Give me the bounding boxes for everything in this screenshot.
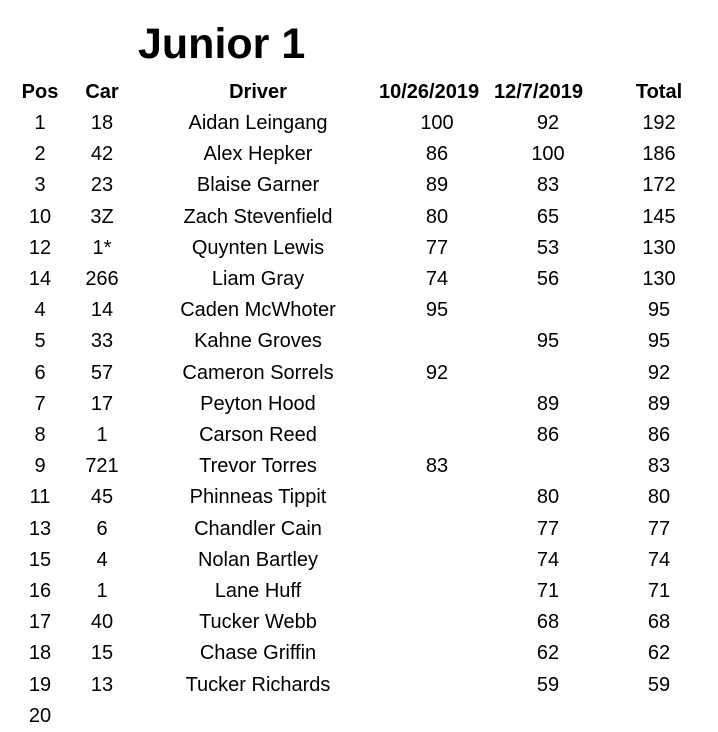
cell-driver: Phinneas Tippit [189,486,327,509]
cell-pos: 14 [28,268,52,290]
cell-total: 192 [642,112,676,134]
table-row [0,170,718,201]
table-row [0,576,718,607]
cell-date-2: 62 [536,642,560,665]
table-row [0,701,718,732]
cell-pos: 6 [34,361,46,384]
cell-pos: 3 [34,174,46,197]
cell-date-2: 59 [536,673,560,696]
cell-date-1: 100 [420,112,454,134]
cell-driver: Cameron Sorrels [182,361,334,384]
cell-pos: 13 [28,517,52,540]
cell-total: 95 [647,330,671,353]
cell-driver: Alex Hepker [203,143,313,166]
cell-date-1: 86 [425,143,449,166]
cell-date-2: 74 [536,548,560,571]
cell-car: 3Z [90,205,114,228]
header-car: Car [85,81,119,103]
header-pos: Pos [21,81,59,103]
cell-total: 86 [647,424,671,446]
cell-pos: 1 [34,112,46,134]
cell-car: 4 [96,548,108,571]
cell-pos: 2 [34,143,46,166]
table-row [0,389,718,420]
cell-car: 23 [90,174,114,197]
header-driver: Driver [229,81,287,103]
cell-total: 83 [647,455,671,478]
cell-date-2: 77 [536,517,560,540]
cell-total: 186 [642,143,676,166]
cell-pos: 8 [34,424,46,446]
cell-total: 145 [642,205,676,228]
header-total: Total [635,81,683,103]
cell-date-2: 95 [536,330,560,353]
cell-car: 266 [85,268,119,290]
table-row [0,202,718,233]
cell-total: 92 [647,361,671,384]
cell-date-2: 100 [531,143,565,166]
cell-driver: Tucker Webb [199,611,317,634]
cell-driver: Kahne Groves [194,330,322,353]
table-row [0,358,718,389]
cell-date-1: 74 [425,268,449,290]
cell-pos: 12 [28,236,52,259]
cell-date-1: 89 [425,174,449,197]
cell-total: 71 [647,580,671,602]
cell-car: 42 [90,143,114,166]
cell-total: 77 [647,517,671,540]
cell-date-2: 92 [536,112,560,134]
table-row [0,233,718,264]
cell-date-1: 80 [425,205,449,228]
cell-car: 18 [90,112,114,134]
cell-driver: Lane Huff [214,580,302,602]
cell-driver: Chase Griffin [199,642,317,665]
cell-pos: 20 [28,704,52,727]
header-row [0,77,718,108]
cell-pos: 5 [34,330,46,353]
cell-total: 80 [647,486,671,509]
cell-driver: Chandler Cain [194,517,322,540]
cell-driver: Liam Gray [211,268,305,290]
cell-pos: 9 [34,455,46,478]
table-row [0,514,718,545]
cell-date-2: 89 [536,392,560,415]
cell-date-2: 68 [536,611,560,634]
table-row [0,451,718,482]
cell-pos: 4 [34,299,46,322]
table-row [0,295,718,326]
table-row [0,638,718,669]
cell-driver: Nolan Bartley [197,548,319,571]
cell-total: 172 [642,174,676,197]
cell-driver: Trevor Torres [199,455,317,478]
cell-total: 130 [642,268,676,290]
cell-date-1: 83 [425,455,449,478]
cell-car: 40 [90,611,114,634]
cell-car: 57 [90,361,114,384]
cell-car: 1 [96,424,108,446]
cell-car: 721 [85,455,119,478]
cell-total: 59 [647,673,671,696]
table-row [0,326,718,357]
table-row [0,108,718,139]
cell-car: 14 [90,299,114,322]
cell-total: 62 [647,642,671,665]
cell-pos: 17 [28,611,52,634]
cell-driver: Peyton Hood [200,392,316,415]
cell-total: 74 [647,548,671,571]
table-row [0,545,718,576]
cell-car: 13 [90,673,114,696]
cell-pos: 15 [28,548,52,571]
cell-pos: 11 [29,486,51,509]
cell-car: 45 [90,486,114,509]
cell-date-1: 92 [425,361,449,384]
cell-car: 15 [90,642,114,665]
cell-pos: 16 [28,580,52,602]
cell-car: 33 [90,330,114,353]
cell-driver: Carson Reed [199,424,317,446]
cell-date-1: 77 [425,236,449,259]
cell-date-2: 83 [536,174,560,197]
cell-total: 68 [647,611,671,634]
cell-pos: 18 [28,642,52,665]
cell-date-2: 53 [536,236,560,259]
cell-date-1: 95 [425,299,449,322]
table-row [0,264,718,295]
cell-car: 1 [96,580,108,602]
table-row [0,139,718,170]
cell-total: 95 [647,299,671,322]
table-row [0,482,718,513]
cell-total: 89 [647,392,671,415]
cell-car: 17 [90,392,114,415]
cell-pos: 19 [28,673,52,696]
cell-driver: Tucker Richards [185,673,331,696]
cell-date-2: 56 [536,268,560,290]
cell-date-2: 80 [536,486,560,509]
table-row [0,607,718,638]
cell-driver: Caden McWhoter [180,299,336,322]
cell-pos: 10 [28,205,52,228]
cell-car: 1* [92,236,112,259]
cell-driver: Blaise Garner [196,174,320,197]
cell-driver: Quynten Lewis [191,236,325,259]
header-date-1: 10/26/2019 [379,81,480,103]
cell-date-2: 86 [536,424,560,446]
cell-total: 130 [642,236,676,259]
table-row [0,670,718,701]
sheet-title: Junior 1 [138,20,306,68]
header-date-2: 12/7/2019 [494,81,583,103]
table-row [0,420,718,451]
cell-pos: 7 [34,392,46,415]
cell-date-2: 65 [536,205,560,228]
cell-driver: Aidan Leingang [188,112,328,134]
cell-car: 6 [96,517,108,540]
cell-driver: Zach Stevenfield [183,205,333,228]
cell-date-2: 71 [536,580,560,602]
